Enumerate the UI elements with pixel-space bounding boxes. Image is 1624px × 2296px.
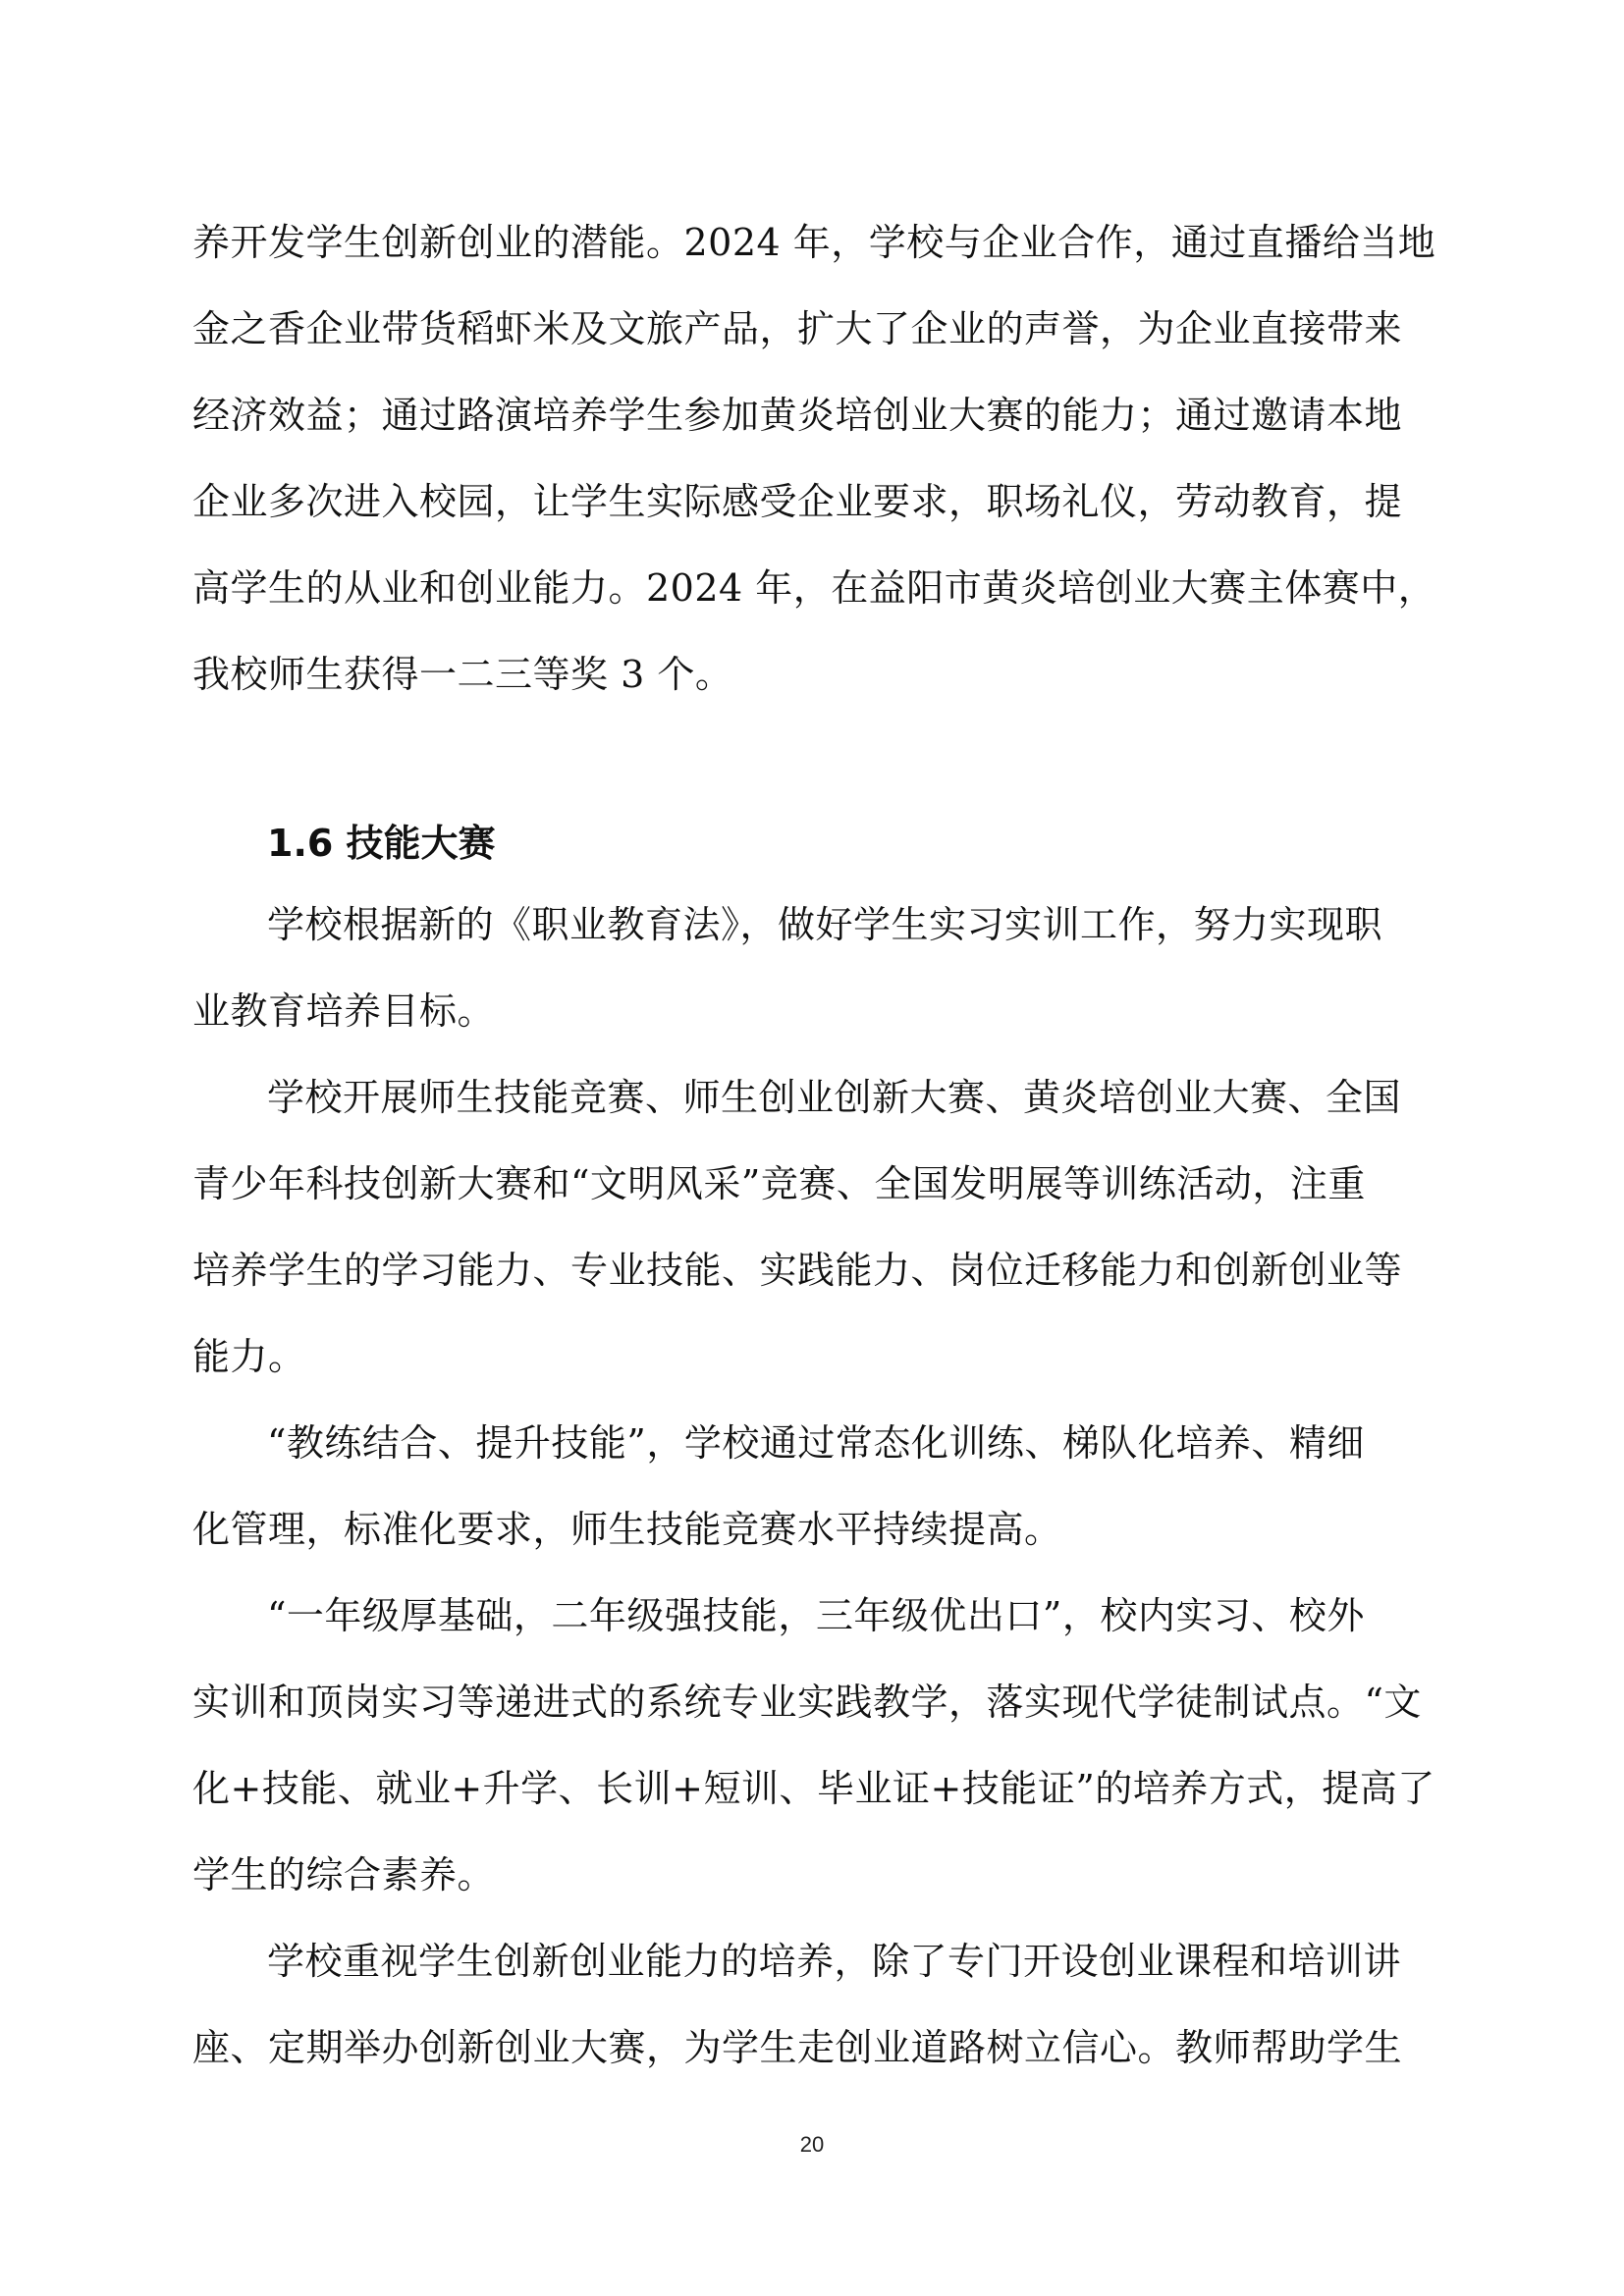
intro-line-6: 我校师生获得一二三等奖 3 个。 [192,653,733,696]
intro-line-2: 金之香企业带货稻虾米及文旅产品，扩大了企业的声誉，为企业直接带来 [192,307,1403,350]
intro-line-1: 养开发学生创新创业的潜能。2024 年，学校与企业合作，通过直播给当地 [192,221,1436,264]
paragraph-4-line-2: 实训和顶岗实习等递进式的系统专业实践教学，落实现代学徒制试点。“文 [192,1681,1422,1724]
paragraph-5-line-2: 座、定期举办创新创业大赛，为学生走创业道路树立信心。教师帮助学生 [192,2026,1403,2069]
paragraph-5-line-1: 学校重视学生创新创业能力的培养，除了专门开设创业课程和培训讲 [267,1940,1402,1983]
paragraph-1-line-2: 业教育培养目标。 [192,989,496,1033]
paragraph-2-line-4: 能力。 [192,1335,306,1378]
paragraph-3-line-2: 化管理，标准化要求，师生技能竞赛水平持续提高。 [192,1508,1062,1551]
paragraph-1-line-1: 学校根据新的《职业教育法》，做好学生实习实训工作，努力实现职 [267,903,1383,946]
intro-line-4: 企业多次进入校园，让学生实际感受企业要求，职场礼仪，劳动教育，提 [192,480,1403,523]
intro-line-3: 经济效益；通过路演培养学生参加黄炎培创业大赛的能力；通过邀请本地 [192,394,1403,437]
intro-line-5: 高学生的从业和创业能力。2024 年，在益阳市黄炎培创业大赛主体赛中， [192,566,1436,610]
paragraph-2-line-2: 青少年科技创新大赛和“文明风采”竞赛、全国发明展等训练活动，注重 [192,1162,1366,1205]
section-heading: 1.6 技能大赛 [267,822,496,865]
page-number: 20 [799,2132,825,2157]
paragraph-2-line-3: 培养学生的学习能力、专业技能、实践能力、岗位迁移能力和创新创业等 [192,1249,1403,1292]
paragraph-3-line-1: “教练结合、提升技能”，学校通过常态化训练、梯队化培养、精细 [267,1421,1365,1465]
paragraph-4-line-4: 学生的综合素养。 [192,1853,496,1896]
paragraph-2-line-1: 学校开展师生技能竞赛、师生创业创新大赛、黄炎培创业大赛、全国 [267,1076,1402,1119]
paragraph-4-line-1: “一年级厚基础，二年级强技能，三年级优出口”，校内实习、校外 [267,1594,1365,1637]
paragraph-4-line-3: 化+技能、就业+升学、长训+短训、毕业证+技能证”的培养方式，提高了 [192,1767,1435,1810]
